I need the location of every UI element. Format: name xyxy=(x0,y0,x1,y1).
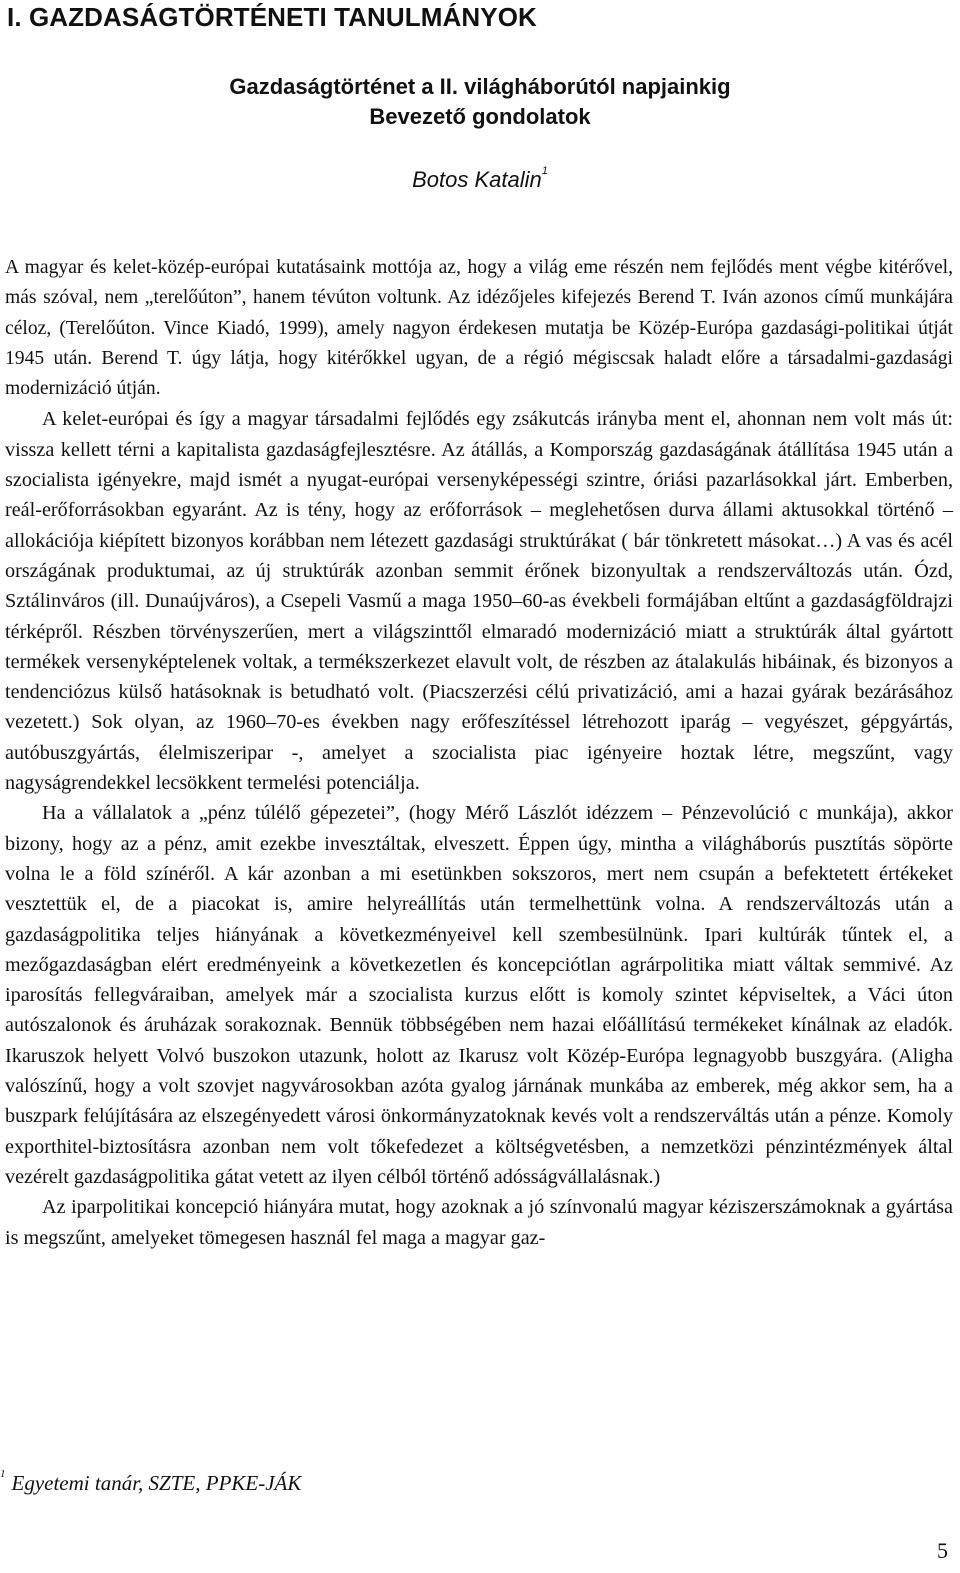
footnote-text: Egyetemi tanár, SZTE, PPKE-JÁK xyxy=(11,1471,302,1495)
paragraph-3: Ha a vállalatok a „pénz túlélő gépezetei”, (hogy Mérő Lászlót idézzem – Pénzevolúció c munkája), akkor bizony, hogy az a pénz, amit ezekbe invesztáltak, elveszett. Éppen úgy, mintha a világháborús pusztítás söpörte volna le a föld színéről. A kár azonban a mi esetünkben sokszoros, mert nem csupán a befektetett értékeket vesztettük el, de a piacokat is, amire helyreállítás után termelhettünk volna. A rendszerváltozás után a gazdaságpolitika teljes hiányának a következményeivel kell szembesülnünk. Ipari kultúrák tűntek el, a mezőgazdaságban elért eredményeink a következetlen és koncepciótlan agrárpolitika miatt váltak semmivé. Az iparosítás fellegváraiban, amelyek már a szocialista kurzus előtt is komoly szintet képviseltek, a Váci úton autószalonok és áruházak sorakoznak. Bennük többségében nem hazai előállítású termékeket kínálnak az eladók. Ikaruszok helyett Volvó buszokon utazunk, holott az Ikarusz volt Közép-Európa legnagyobb buszgyára. (Aligha valószínű, hogy a volt szovjet nagyvárosokban azóta gyalog járnának munkába az emberek, még akkor sem, ha a buszpark felújítására az elszegényedett városi önkormányzatoknak kevés volt a rendszerváltás után a pénze. Komoly exporthitel-biztosításra azonban nem volt tőkefedezet a költségvetésben, a nemzetközi pénzintézmények által vezérelt gazdaságpolitika gátat vetett az ilyen célból történő adósságvállalásnak.) xyxy=(5,802,953,1188)
author-line xyxy=(0,167,960,193)
footnote xyxy=(0,1468,302,1496)
article-subtitle: Bevezető gondolatok xyxy=(369,104,591,129)
paragraph-1: A magyar és kelet-közép-európai kutatásaink mottója az, hogy a világ eme részén nem fejlődés ment végbe kitérővel, más szóval, nem „terelőúton”, hanem tévúton voltunk. Az idézőjeles kifejezés Berend T. Iván azonos című munkájára céloz, (Terelőúton. Vince Kiadó, 1999), amely nagyon érdekesen mutatja be Közép-Európa gazdasági-politikai útját 1945 után. Berend T. úgy látja, hogy kitérőkkel ugyan, de a régió mégiscsak haladt előre a társadalmi-gazdasági modernizáció útján. xyxy=(5,257,953,400)
footnote-marker: 1 xyxy=(0,1468,6,1480)
article-title: Gazdaságtörténet a II. világháborútól napjainkig xyxy=(229,74,731,99)
body-text xyxy=(5,253,953,1253)
section-title: I. GAZDASÁGTÖRTÉNETI TANULMÁNYOK xyxy=(7,2,537,32)
paragraph-4: Az iparpolitikai koncepció hiányára mutat, hogy azoknak a jó színvonalú magyar kéziszerszámoknak a gyártása is megszűnt, amelyeket tömegesen használ fel maga a magyar gaz- xyxy=(5,1196,953,1249)
author-name: Botos Katalin xyxy=(412,167,542,192)
author-footnote-marker: 1 xyxy=(541,165,548,177)
paragraph-2: A kelet-európai és így a magyar társadalmi fejlődés egy zsákutcás irányba ment el, ahonnan nem volt más út: vissza kellett térni a kapitalista gazdaságfejlesztésre. Az átállás, a Kompország gazdaságának átállítása 1945 után a szocialista igényekre, majd ismét a nyugat-európai versenyképességi szintre, óriási pazarlásokkal járt. Emberben, reál-erőforrásokban egyaránt. Az is tény, hogy az erőforrások – meglehetősen durva állami aktusokkal történő – allokációja kiépített bizonyos korábban nem létezett gazdasági struktúrákat ( bár tönkretett másokat…) A vas és acél országának produktumai, az új struktúrák azonban semmit érőnek bizonyultak a rendszerváltozás után. Ózd, Sztálinváros (ill. Dunaújváros), a Csepeli Vasmű a maga 1950–60-as évekbeli formájában eltűnt a gazdaságföldrajzi térképről. Részben törvényszerűen, mert a világszinttől elmaradó modernizáció miatt a struktúrák által gyártott termékek versenyképtelenek voltak, a termékszerkezet elavult volt, de részben az átalakulás hibáinak, és bizonyos a tendenciózus külső hatásoknak is betudható volt. (Piacszerzési célú privatizáció, ami a hazai gyárak bezárásához vezetett.) Sok olyan, az 1960–70-es években nagy erőfeszítéssel létrehozott iparág – vegyészet, gépgyártás, autóbuszgyártás, élelmiszeripar -, amelyet a szocialista piac igényeire hoztak létre, megszűnt, vagy nagyságrendekkel lecsökkent termelési potenciálja. xyxy=(5,408,953,795)
page-number: 5 xyxy=(937,1538,948,1563)
